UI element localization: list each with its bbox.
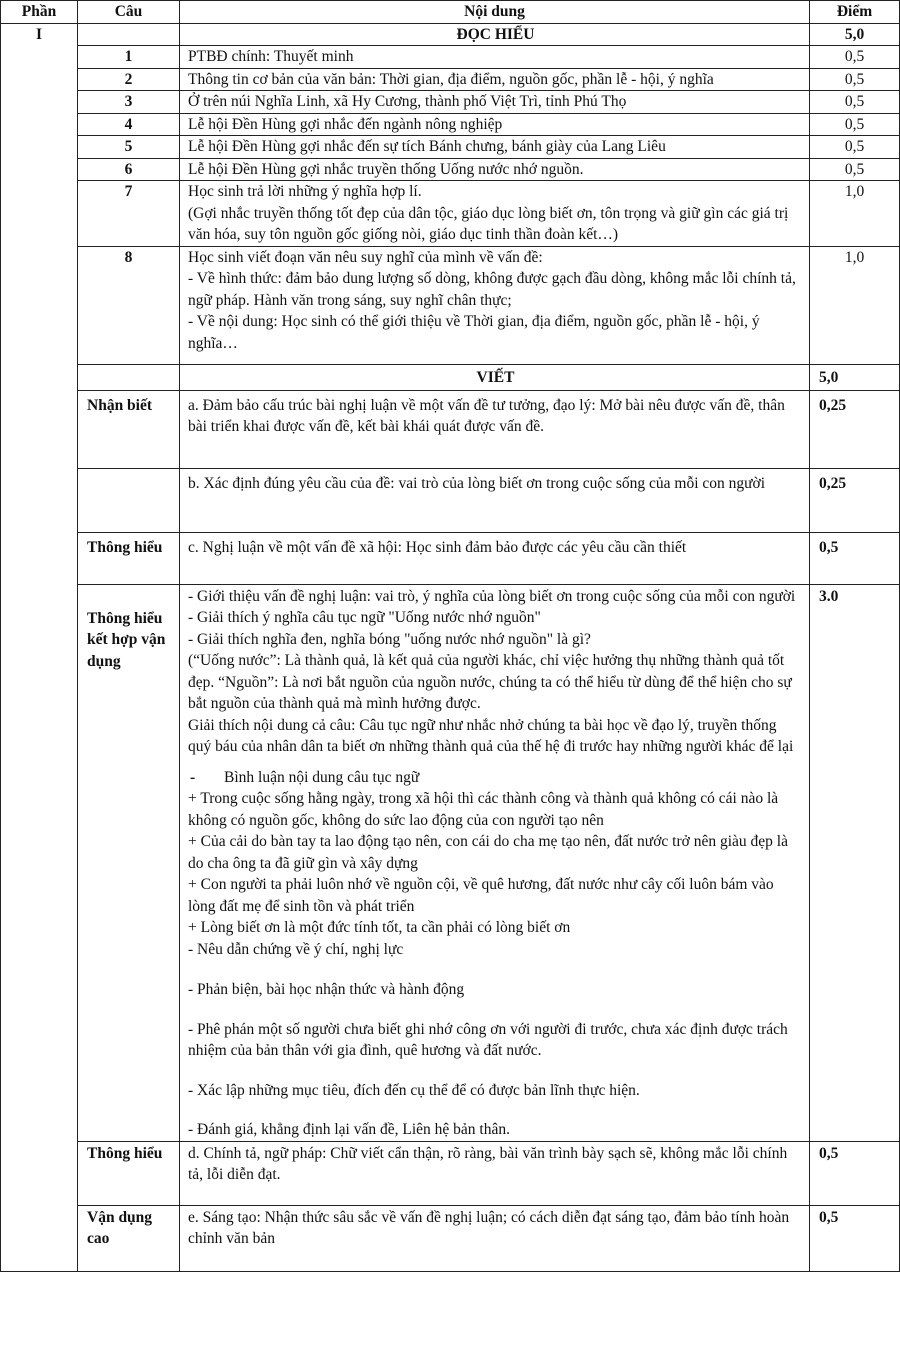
answer-line: - Về hình thức: đảm bảo dung lượng số dòng, không được gạch đầu dòng, không mắc lỗi chính tả, ngữ pháp. Hành văn trong sáng, suy nghĩ chân thực; — [188, 270, 796, 309]
table-row — [1, 1205, 900, 1271]
answer-text: Lễ hội Đền Hùng gợi nhắc truyền thống Uống nước nhớ nguồn. — [180, 158, 810, 181]
answer-text — [180, 181, 810, 247]
header-row — [1, 1, 900, 24]
answer-text: PTBĐ chính: Thuyết minh — [180, 46, 810, 69]
main-line: - Xác lập những mục tiêu, đích đến cụ thể để có được bản lĩnh thực hiện. — [188, 1081, 640, 1099]
question-number: 6 — [78, 158, 180, 181]
main-line: - Giải thích ý nghĩa câu tục ngữ "Uống nước nhớ nguồn" — [188, 609, 541, 626]
criterion-d-score: 0,5 — [810, 1141, 900, 1205]
main-line: + Của cải do bàn tay ta lao động tạo nên, con cái do cha mẹ tạo nên, đất nước trở nên giàu đẹp là do cha ông ta đã giữ gìn và xây dựng — [188, 833, 788, 872]
table-row — [1, 46, 900, 69]
comment-heading — [188, 767, 803, 789]
main-line: + Con người ta phải luôn nhớ về nguồn cội, về quê hương, đất nước như cây cối luôn bám vào lòng đất mẹ để sinh tồn và phát triển — [188, 876, 774, 915]
question-number: 5 — [78, 136, 180, 159]
criterion-main-score: 3.0 — [810, 584, 900, 1141]
main-line: (“Uống nước”: Là thành quả, là kết quả của người khác, chỉ việc hưởng thụ những thành quả tốt đẹp. “Nguồn”: Là nơi bắt nguồn của nguồn nước, chúng ta có thể hiểu từ dùng để thể hiện cho sự bắt nguồn của thành quả mà mình hưởng được. — [188, 652, 792, 712]
table-row — [1, 158, 900, 181]
level-label: Vận dụng cao — [78, 1205, 180, 1271]
answer-text: Ở trên núi Nghĩa Linh, xã Hy Cương, thành phố Việt Trì, tỉnh Phú Thọ — [180, 91, 810, 114]
writing-title: VIẾT — [180, 364, 810, 390]
main-line: - Nêu dẫn chứng về ý chí, nghị lực — [188, 940, 404, 958]
table-row — [1, 91, 900, 114]
criterion-b-score: 0,25 — [810, 468, 900, 532]
main-line: - Giới thiệu vấn đề nghị luận: vai trò, ý nghĩa của lòng biết ơn trong cuộc sống của mỗi con người — [188, 587, 796, 605]
dash-bullet: - — [190, 768, 196, 786]
comment-heading-text: Bình luận nội dung câu tục ngữ — [224, 768, 420, 786]
main-line: - Phê phán một số người chưa biết ghi nhớ công ơn với người đi trước, chưa xác định được trách nhiệm của bản thân với gia đình, quê hương và đất nước. — [188, 1020, 788, 1059]
table-row — [1, 1141, 900, 1205]
table-row — [1, 390, 900, 468]
question-number: 8 — [78, 246, 180, 364]
header-diem: Điểm — [810, 1, 900, 24]
main-line: Giải thích nội dung cả câu: Câu tục ngữ như nhắc nhở chúng ta bài học về đạo lý, truyền thống quý báu của nhân dân ta biết ơn những thành quả của thế hệ đi trước hay những người khác để lại — [188, 716, 794, 755]
answer-line: (Gợi nhắc truyền thống tốt đẹp của dân tộc, giáo dục lòng biết ơn, tôn trọng và giữ gìn các giá trị văn hóa, suy tôn nguồn gốc giống nòi, giáo dục tinh thần đoàn kết…) — [188, 204, 789, 243]
criterion-e-score: 0,5 — [810, 1205, 900, 1271]
criterion-c: c. Nghị luận về một vấn đề xã hội: Học sinh đảm bảo được các yêu cầu cần thiết — [180, 532, 810, 584]
answer-score: 0,5 — [810, 68, 900, 91]
answer-text — [180, 246, 810, 364]
table-row — [1, 136, 900, 159]
table-row — [1, 246, 900, 364]
criterion-a: a. Đảm bảo cấu trúc bài nghị luận về một vấn đề tư tưởng, đạo lý: Mở bài nêu được vấn đề, thân bài triển khai được vấn đề, kết bài khái quát được vấn đề. — [180, 390, 810, 468]
main-line: - Giải thích nghĩa đen, nghĩa bóng "uống nước nhớ nguồn" là gì? — [188, 630, 591, 648]
header-phan: Phần — [1, 1, 78, 24]
criterion-a-score: 0,25 — [810, 390, 900, 468]
table-row — [1, 68, 900, 91]
reading-title-row — [1, 23, 900, 46]
answer-line: Học sinh viết đoạn văn nêu suy nghĩ của mình về vấn đề: — [188, 248, 543, 266]
header-noidung: Nội dung — [180, 1, 810, 24]
criterion-e: e. Sáng tạo: Nhận thức sâu sắc về vấn đề nghị luận; có cách diễn đạt sáng tạo, đảm bảo tính hoàn chỉnh văn bản — [180, 1205, 810, 1271]
header-cau: Câu — [78, 1, 180, 24]
part-label: I — [1, 23, 78, 1271]
table-row — [1, 468, 900, 532]
answer-text: Lễ hội Đền Hùng gợi nhắc đến sự tích Bánh chưng, bánh giày của Lang Liêu — [180, 136, 810, 159]
level-label: Thông hiểu — [78, 532, 180, 584]
question-number: 7 — [78, 181, 180, 247]
question-number: 1 — [78, 46, 180, 69]
table-row — [1, 113, 900, 136]
criterion-main — [180, 584, 810, 1141]
main-line: + Lòng biết ơn là một đức tính tốt, ta cần phải có lòng biết ơn — [188, 919, 571, 936]
writing-score: 5,0 — [810, 364, 900, 390]
table-row — [1, 532, 900, 584]
table-row — [1, 181, 900, 247]
answer-text: Thông tin cơ bản của văn bản: Thời gian, địa điểm, nguồn gốc, phần lễ - hội, ý nghĩa — [180, 68, 810, 91]
question-number: 3 — [78, 91, 180, 114]
level-label: Thông hiểu — [78, 1141, 180, 1205]
writing-title-row — [1, 364, 900, 390]
answer-score: 1,0 — [810, 246, 900, 364]
main-line: - Phản biện, bài học nhận thức và hành động — [188, 981, 465, 998]
answer-score: 1,0 — [810, 181, 900, 247]
answer-score: 0,5 — [810, 158, 900, 181]
answer-score: 0,5 — [810, 136, 900, 159]
main-line: + Trong cuộc sống hằng ngày, trong xã hội thì các thành công và thành quả không có cái nào là không có nguồn gốc, không do sức lao động của con người tạo nên — [188, 790, 779, 829]
answer-line: Học sinh trả lời những ý nghĩa hợp lí. — [188, 183, 422, 200]
criterion-d: d. Chính tả, ngữ pháp: Chữ viết cẩn thận, rõ ràng, bài văn trình bày sạch sẽ, không mắc lỗi chính tả, lỗi diễn đạt. — [180, 1141, 810, 1205]
answer-score: 0,5 — [810, 46, 900, 69]
question-number: 2 — [78, 68, 180, 91]
reading-title: ĐỌC HIỂU — [180, 23, 810, 46]
main-line: - Đánh giá, khẳng định lại vấn đề, Liên hệ bản thân. — [188, 1121, 510, 1138]
answer-score: 0,5 — [810, 113, 900, 136]
criterion-c-score: 0,5 — [810, 532, 900, 584]
answer-line: - Về nội dung: Học sinh có thể giới thiệu về Thời gian, địa điểm, nguồn gốc, phần lễ - hội, ý nghĩa… — [188, 313, 760, 352]
criterion-b: b. Xác định đúng yêu cầu của đề: vai trò của lòng biết ơn trong cuộc sống của mỗi con người — [180, 468, 810, 532]
question-number: 4 — [78, 113, 180, 136]
reading-score: 5,0 — [810, 23, 900, 46]
level-label: Nhận biết — [78, 390, 180, 468]
table-row — [1, 584, 900, 1141]
answer-text: Lễ hội Đền Hùng gợi nhắc đến ngành nông nghiệp — [180, 113, 810, 136]
answer-score: 0,5 — [810, 91, 900, 114]
level-label: Thông hiểu kết hợp vận dụng — [78, 584, 180, 1141]
